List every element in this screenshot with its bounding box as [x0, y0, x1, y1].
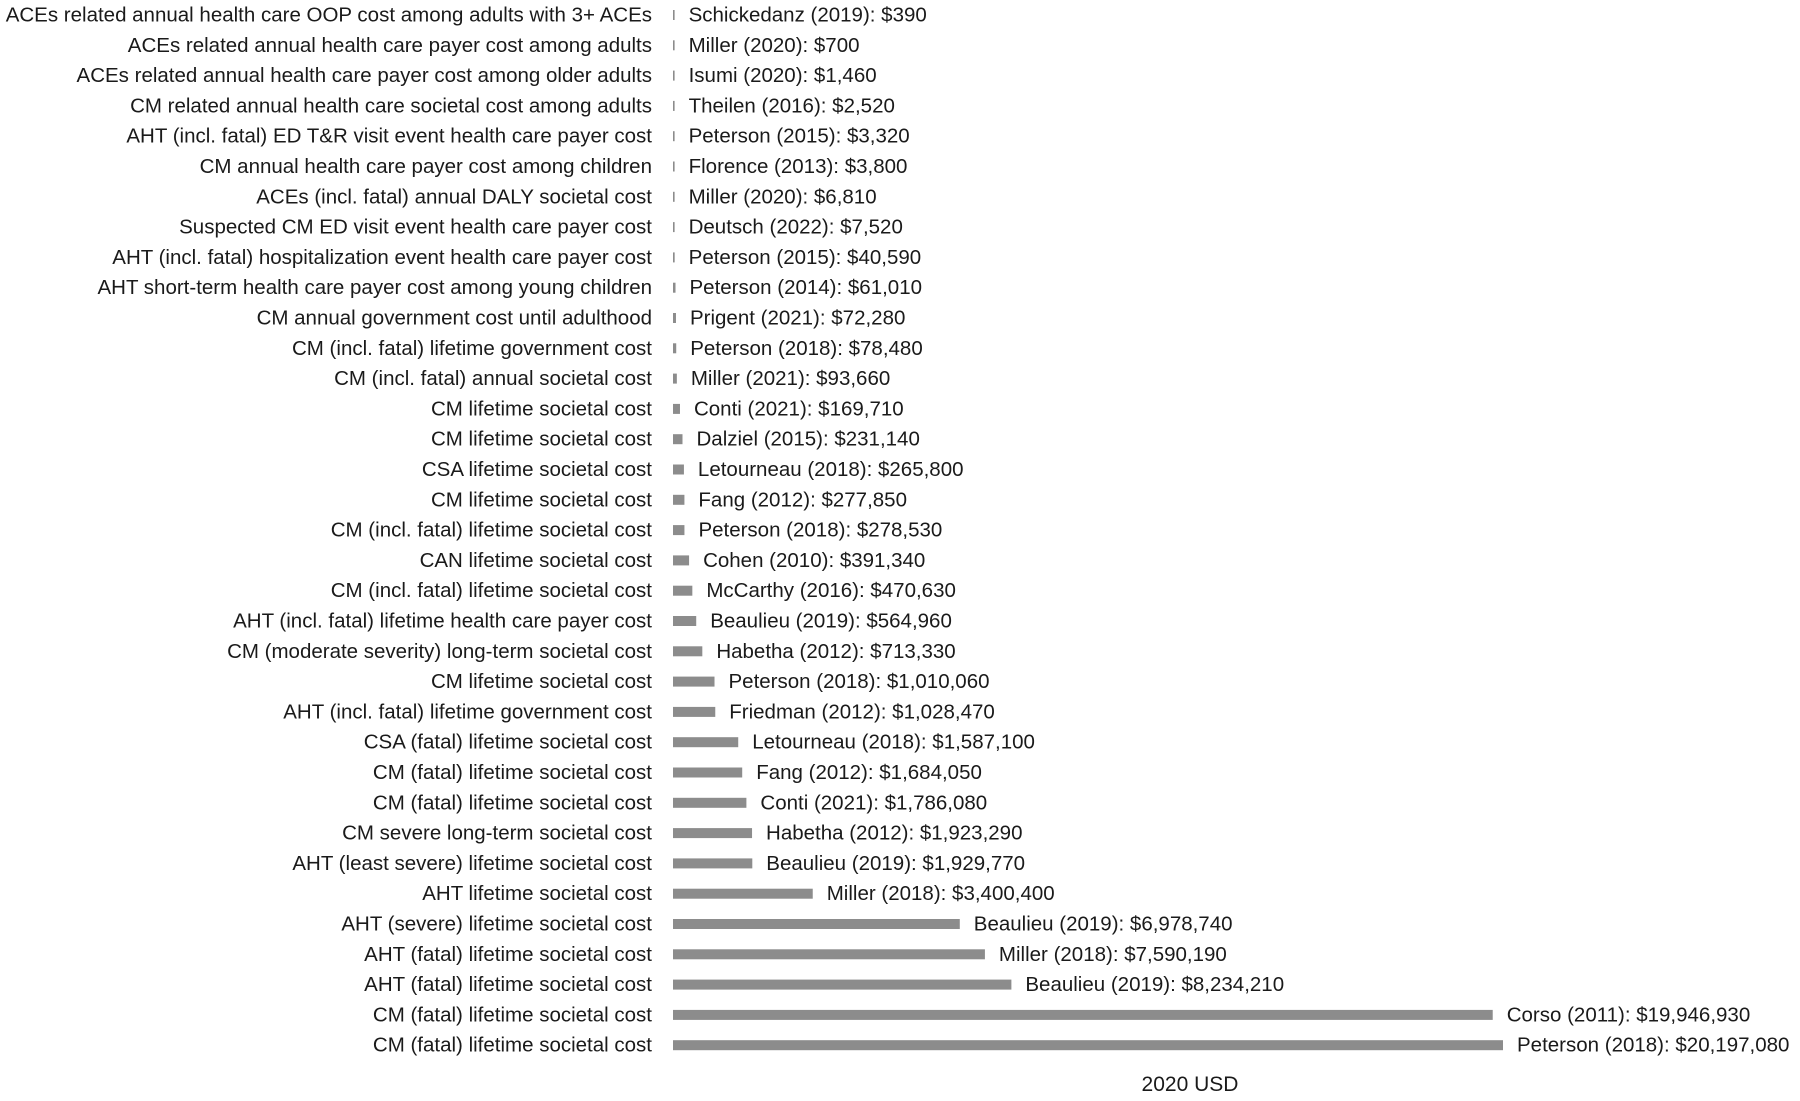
- category-label: ACEs (incl. fatal) annual DALY societal cost: [256, 185, 652, 209]
- bar: [673, 1040, 1503, 1050]
- category-label: CSA (fatal) lifetime societal cost: [363, 730, 652, 754]
- bar: [673, 222, 675, 232]
- data-label: Isumi (2020): $1,460: [688, 64, 877, 88]
- bar: [673, 889, 813, 899]
- data-label: Letourneau (2018): $265,800: [697, 458, 964, 481]
- bar: [673, 646, 702, 656]
- category-label: ACEs related annual health care payer cost among adults: [127, 33, 652, 57]
- data-label: Peterson (2018): $20,197,080: [1517, 1033, 1790, 1057]
- bar: [673, 192, 675, 202]
- data-labels: [689, 4, 1790, 1057]
- bar: [673, 465, 684, 475]
- data-label: Florence (2013): $3,800: [688, 155, 908, 178]
- data-label: Peterson (2014): $61,010: [689, 276, 923, 300]
- category-label: CM (fatal) lifetime societal cost: [372, 1033, 652, 1057]
- category-label: AHT (incl. fatal) hospitalization event health care payer cost: [112, 245, 652, 269]
- bar: [673, 798, 746, 808]
- bar: [673, 616, 696, 626]
- category-label: CAN lifetime societal cost: [419, 548, 652, 572]
- category-label: CM (incl. fatal) lifetime government cost: [291, 336, 652, 360]
- data-label: Peterson (2018): $278,530: [698, 518, 943, 542]
- data-label: Cohen (2010): $391,340: [703, 548, 926, 572]
- x-axis-title: 2020 USD: [1141, 1073, 1239, 1096]
- bar: [673, 919, 960, 929]
- category-label: AHT (least severe) lifetime societal cost: [292, 851, 652, 875]
- category-label: AHT (severe) lifetime societal cost: [341, 912, 652, 936]
- bar: [673, 525, 684, 535]
- bar: [673, 40, 675, 50]
- bar: [673, 949, 985, 959]
- bar: [673, 374, 677, 384]
- data-label: Habetha (2012): $713,330: [716, 639, 956, 663]
- category-label: CM (incl. fatal) lifetime societal cost: [330, 579, 652, 603]
- category-label: AHT lifetime societal cost: [422, 882, 652, 906]
- category-label: CM (fatal) lifetime societal cost: [372, 761, 652, 784]
- data-label: Beaulieu (2019): $6,978,740: [973, 912, 1233, 936]
- bar: [673, 252, 675, 262]
- bar: [673, 586, 692, 596]
- bar: [673, 828, 752, 838]
- category-label: CM annual health care payer cost among children: [199, 155, 652, 178]
- data-label: Friedman (2012): $1,028,470: [729, 700, 995, 724]
- data-label: Conti (2021): $169,710: [693, 397, 904, 421]
- bar: [673, 101, 675, 111]
- data-label: Miller (2020): $700: [688, 33, 860, 57]
- data-label: Theilen (2016): $2,520: [688, 94, 895, 118]
- bar: [673, 980, 1011, 990]
- bar: [673, 677, 715, 687]
- category-label: CM lifetime societal cost: [430, 488, 652, 512]
- data-label: Conti (2021): $1,786,080: [760, 791, 988, 815]
- bar: [673, 1010, 1493, 1020]
- data-label: Miller (2018): $3,400,400: [826, 882, 1055, 906]
- category-label: CM annual government cost until adulthood: [256, 306, 652, 330]
- bar: [673, 10, 675, 20]
- bar: [673, 434, 682, 444]
- bar: [673, 131, 675, 141]
- category-label: CM lifetime societal cost: [430, 670, 652, 694]
- bar: [673, 283, 676, 293]
- category-label: AHT (incl. fatal) lifetime government cost: [283, 700, 652, 724]
- data-label: Corso (2011): $19,946,930: [1506, 1003, 1751, 1027]
- category-label: CM related annual health care societal cost among adults: [130, 94, 652, 118]
- category-label: CM (fatal) lifetime societal cost: [372, 1003, 652, 1027]
- data-label: Miller (2018): $7,590,190: [998, 942, 1227, 966]
- bar: [673, 555, 689, 565]
- category-label: AHT (incl. fatal) lifetime health care payer cost: [233, 609, 652, 633]
- category-label: AHT (fatal) lifetime societal cost: [364, 942, 652, 966]
- category-label: CM lifetime societal cost: [430, 397, 652, 421]
- category-label: CM (moderate severity) long-term societal cost: [227, 639, 652, 663]
- data-label: Letourneau (2018): $1,587,100: [752, 730, 1035, 754]
- bar: [673, 768, 742, 778]
- category-labels: [6, 4, 653, 1057]
- data-label: Prigent (2021): $72,280: [689, 306, 906, 330]
- data-label: Peterson (2018): $78,480: [690, 336, 923, 360]
- bar: [673, 495, 684, 505]
- category-label: ACEs related annual health care OOP cost among adults with 3+ ACEs: [5, 3, 652, 27]
- category-label: CM (fatal) lifetime societal cost: [372, 791, 652, 815]
- data-label: Fang (2012): $1,684,050: [756, 761, 982, 784]
- category-label: AHT short-term health care payer cost among young children: [97, 276, 652, 300]
- data-label: Beaulieu (2019): $564,960: [710, 609, 952, 633]
- data-label: Fang (2012): $277,850: [698, 488, 907, 512]
- data-label: Habetha (2012): $1,923,290: [766, 821, 1023, 845]
- category-label: AHT (incl. fatal) ED T&R visit event health care payer cost: [126, 124, 652, 148]
- data-label: Beaulieu (2019): $8,234,210: [1025, 973, 1285, 997]
- bar: [673, 162, 675, 172]
- bar: [673, 737, 738, 747]
- data-label: Beaulieu (2019): $1,929,770: [766, 851, 1026, 875]
- data-label: Miller (2021): $93,660: [690, 367, 891, 391]
- data-label: Peterson (2015): $3,320: [688, 124, 910, 148]
- bar: [673, 707, 715, 717]
- bar: [673, 313, 676, 323]
- data-label: Peterson (2018): $1,010,060: [728, 670, 990, 694]
- bar: [673, 404, 680, 414]
- category-label: CM lifetime societal cost: [430, 427, 652, 451]
- bar: [673, 71, 675, 81]
- category-label: CSA lifetime societal cost: [421, 458, 652, 481]
- category-label: CM (incl. fatal) lifetime societal cost: [330, 518, 652, 542]
- category-label: AHT (fatal) lifetime societal cost: [364, 973, 652, 997]
- bar: [673, 858, 752, 868]
- data-label: McCarthy (2016): $470,630: [706, 579, 956, 603]
- category-label: Suspected CM ED visit event health care payer cost: [179, 215, 652, 239]
- data-label: Peterson (2015): $40,590: [688, 245, 922, 269]
- data-label: Schickedanz (2019): $390: [688, 3, 927, 27]
- data-label: Dalziel (2015): $231,140: [696, 427, 920, 451]
- data-label: Deutsch (2022): $7,520: [688, 215, 903, 239]
- bar: [673, 343, 676, 353]
- category-label: CM severe long-term societal cost: [342, 821, 652, 845]
- category-label: ACEs related annual health care payer cost among older adults: [76, 64, 652, 88]
- data-label: Miller (2020): $6,810: [688, 185, 877, 209]
- category-label: CM (incl. fatal) annual societal cost: [334, 367, 652, 391]
